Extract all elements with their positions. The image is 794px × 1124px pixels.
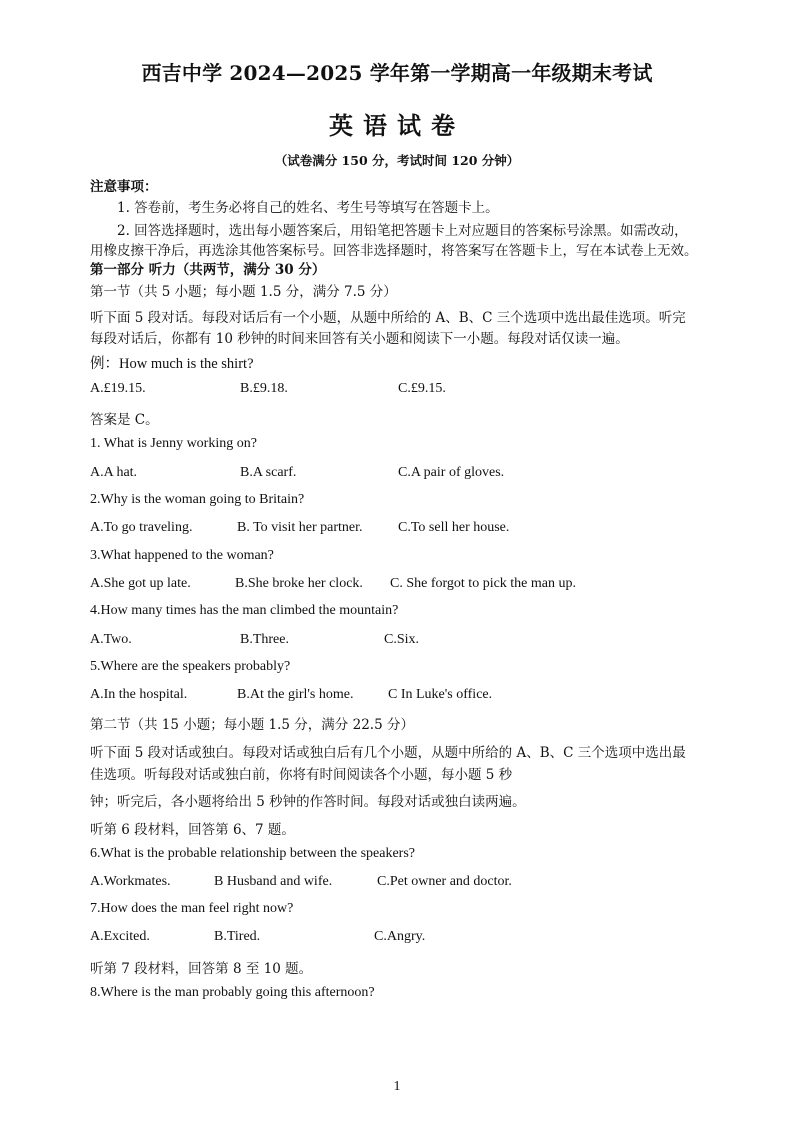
question-2-option-c: C.To sell her house.: [398, 520, 510, 535]
question-4: 4.How many times has the man climbed the mountain?: [90, 603, 399, 618]
question-1: 1. What is Jenny working on?: [90, 436, 257, 451]
question-5: 5.Where are the speakers probably?: [90, 659, 291, 674]
question-2: 2.Why is the woman going to Britain?: [90, 492, 305, 507]
question-1-option-a: A.A hat.: [90, 465, 138, 480]
question-4-option-a: A.Two.: [90, 632, 132, 647]
question-6-option-c: C.Pet owner and doctor.: [377, 874, 512, 889]
question-5-option-b: B.At the girl's home.: [237, 687, 354, 702]
question-7-option-a: A.Excited.: [90, 929, 150, 944]
notice-item-1: 1. 答卷前，考生务必将自己的姓名、考生号等填写在答题卡上。: [117, 200, 499, 216]
question-3-option-c: C. She forgot to pick the man up.: [390, 576, 576, 591]
example-option-b: B.£9.18.: [240, 381, 288, 396]
section2-instruction-line-2: 佳选项。听每段对话或独白前，你将有时间阅读各个小题，每小题 5 秒: [90, 767, 513, 783]
question-7-option-c: C.Angry.: [374, 929, 426, 944]
question-7: 7.How does the man feel right now?: [90, 901, 294, 916]
question-2-option-b: B. To visit her partner.: [237, 520, 363, 535]
question-6-option-a: A.Workmates.: [90, 874, 171, 889]
question-5-option-c: C In Luke's office.: [388, 687, 493, 702]
section1-instruction-line-2: 每段对话后，你都有 10 秒钟的时间来回答有关小题和阅读下一小题。每段对话仅读一遍。: [90, 331, 629, 347]
example-option-c: C.£9.15.: [398, 381, 446, 396]
part1-heading: 第一部分 听力（共两节，满分 30 分）: [90, 262, 326, 278]
question-4-option-b: B.Three.: [240, 632, 289, 647]
section2-instruction-line-1: 听下面 5 段对话或独白。每段对话或独白后有几个小题，从题中所给的 A、B、C 三个选项中选出最: [90, 745, 686, 761]
question-3-option-b: B.She broke her clock.: [235, 576, 363, 591]
example-answer: 答案是 C。: [90, 412, 159, 428]
page-number: 1: [393, 1079, 401, 1094]
question-6: 6.What is the probable relationship between the speakers?: [90, 846, 415, 861]
section1-instruction-line-1: 听下面 5 段对话。每段对话后有一个小题，从题中所给的 A、B、C 三个选项中选出最佳选项。听完: [90, 310, 686, 326]
question-1-option-c: C.A pair of gloves.: [398, 465, 505, 480]
question-4-option-c: C.Six.: [384, 632, 420, 647]
question-2-option-a: A.To go traveling.: [90, 520, 193, 535]
question-3: 3.What happened to the woman?: [90, 548, 274, 563]
example-option-a: A.£19.15.: [90, 381, 146, 396]
notice-item-2-line-2: 用橡皮擦干净后，再选涂其他答案标号。回答非选择题时，将答案写在答题卡上，写在本试卷上无效。: [90, 243, 698, 259]
question-5-option-a: A.In the hospital.: [90, 687, 188, 702]
material-7-instruction: 听第 7 段材料，回答第 8 至 10 题。: [90, 961, 313, 977]
material-6-instruction: 听第 6 段材料，回答第 6、7 题。: [90, 822, 295, 838]
question-8: 8.Where is the man probably going this afternoon?: [90, 985, 375, 1000]
notice-heading: 注意事项：: [90, 179, 158, 195]
section2-instruction-line-3: 钟；听完后，各小题将给出 5 秒钟的作答时间。每段对话或独白读两遍。: [90, 794, 526, 810]
example-question: 例：How much is the shirt?: [90, 356, 254, 372]
question-7-option-b: B.Tired.: [214, 929, 261, 944]
exam-subtitle: 英语试卷: [329, 111, 465, 140]
question-3-option-a: A.She got up late.: [90, 576, 191, 591]
question-6-option-b: B Husband and wife.: [214, 874, 333, 889]
question-1-option-b: B.A scarf.: [240, 465, 297, 480]
exam-note: （试卷满分 150 分，考试时间 120 分钟）: [274, 153, 520, 168]
section2-heading: 第二节（共 15 小题；每小题 1.5 分，满分 22.5 分）: [90, 717, 414, 733]
exam-title: 西吉中学 2024—2025 学年第一学期高一年级期末考试: [141, 61, 653, 85]
section1-heading: 第一节（共 5 小题；每小题 1.5 分，满分 7.5 分）: [90, 284, 397, 300]
notice-item-2-line-1: 2. 回答选择题时，选出每小题答案后，用铅笔把答题卡上对应题目的答案标号涂黑。如需改动，: [117, 223, 688, 239]
